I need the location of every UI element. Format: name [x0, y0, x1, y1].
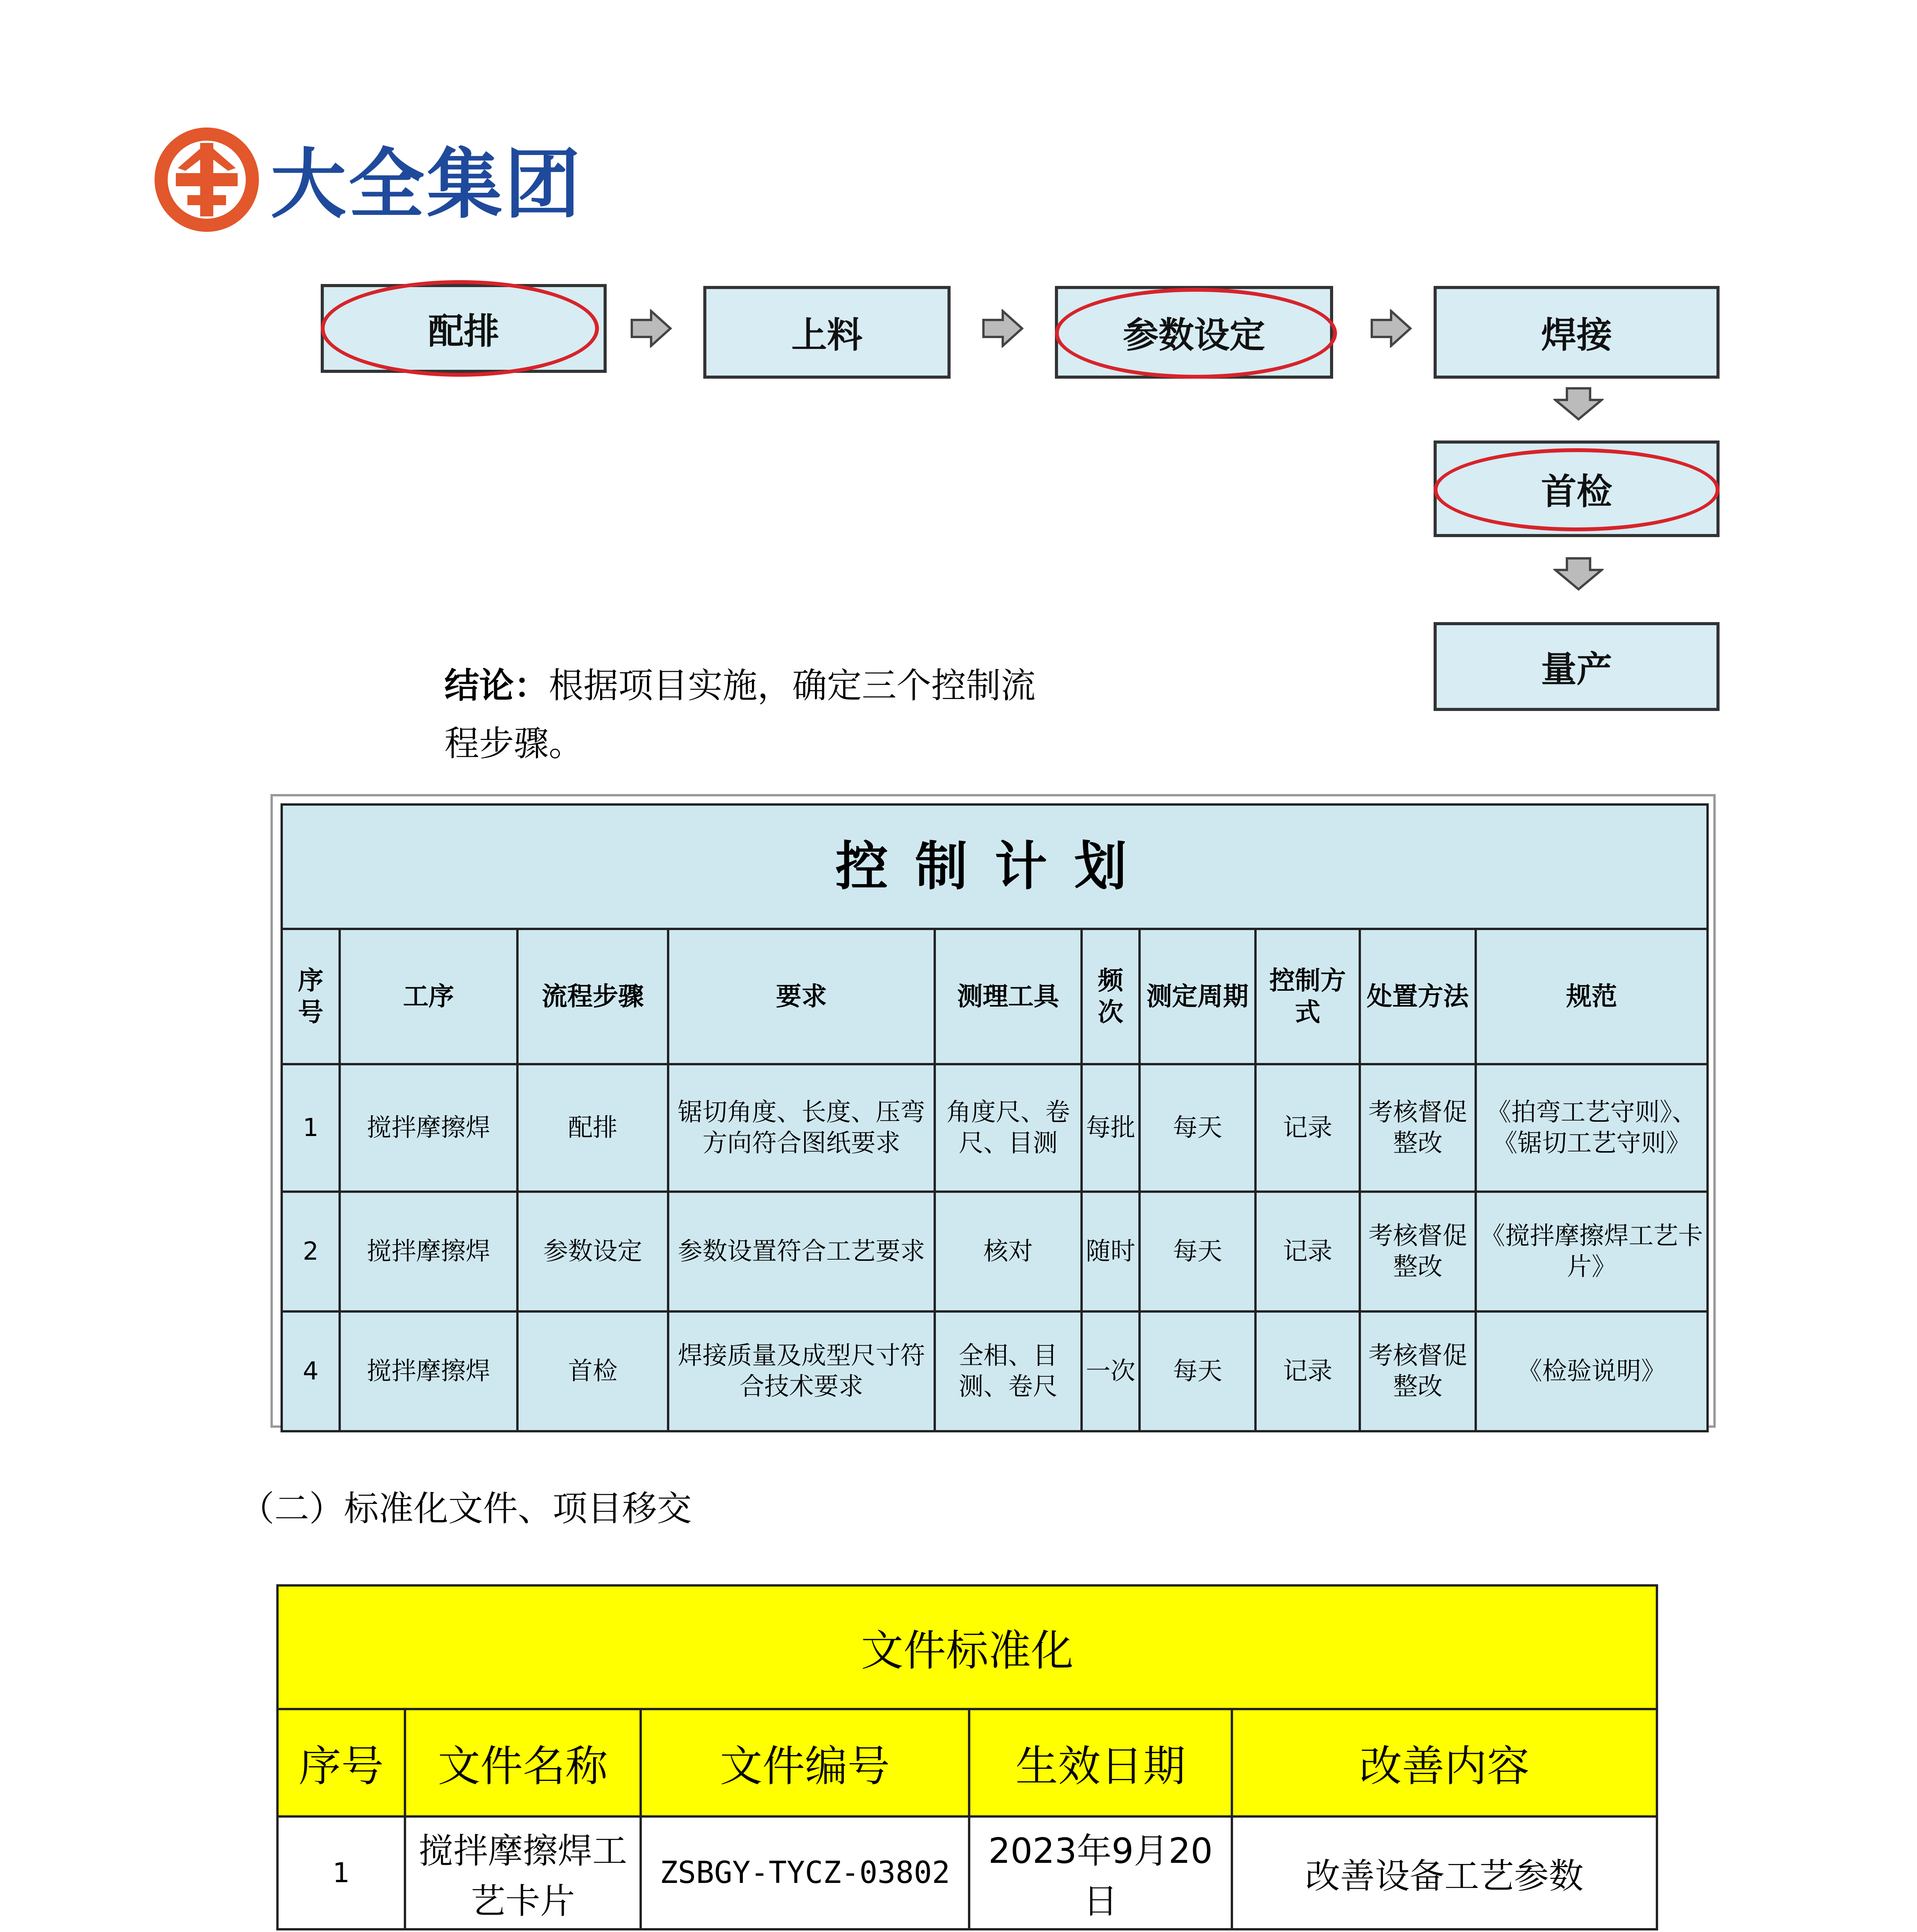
highlight-ellipse	[1055, 288, 1337, 379]
column-header: 流程步骤	[517, 929, 668, 1064]
table-row	[282, 1192, 1708, 1311]
table-row	[282, 1311, 1708, 1431]
right-arrow-icon	[1370, 309, 1412, 348]
column-header: 文件编号	[641, 1709, 969, 1816]
column-header: 规范	[1476, 929, 1708, 1064]
table-cell: 参数设定	[517, 1192, 668, 1311]
column-header: 工序	[340, 929, 517, 1064]
table-cell: 每天	[1140, 1311, 1255, 1431]
flow-step-peipai: 配排	[321, 284, 607, 373]
table-cell: 随时	[1082, 1192, 1140, 1311]
right-arrow-icon	[630, 309, 672, 348]
control-plan-header-row	[282, 929, 1708, 1064]
flow-step-canshu: 参数设定	[1055, 286, 1333, 379]
column-header: 改善内容	[1232, 1709, 1657, 1816]
flow-step-liangchan: 量产	[1434, 622, 1720, 711]
column-header: 测定周期	[1140, 929, 1255, 1064]
table-cell: 搅拌摩擦焊	[340, 1311, 517, 1431]
table-cell: 改善设备工艺参数	[1232, 1816, 1657, 1929]
table-cell: 参数设置符合工艺要求	[668, 1192, 935, 1311]
column-header: 测理工具	[935, 929, 1082, 1064]
table-row	[277, 1816, 1657, 1929]
table-cell: 考核督促整改	[1360, 1311, 1476, 1431]
conclusion-text: 结论：根据项目实施，确定三个控制流 程步骤。	[444, 665, 1036, 764]
down-arrow-icon	[1553, 556, 1604, 591]
table-cell: 锯切角度、长度、压弯方向符合图纸要求	[668, 1064, 935, 1192]
table-row	[282, 1064, 1708, 1192]
table-cell: 4	[282, 1311, 340, 1431]
column-header: 控制方式	[1255, 929, 1360, 1064]
flow-step-hanjie: 焊接	[1434, 286, 1720, 379]
doc-table-header-row	[277, 1709, 1657, 1816]
right-arrow-icon	[981, 309, 1024, 348]
highlight-ellipse	[321, 280, 599, 377]
table-cell: 《检验说明》	[1476, 1311, 1708, 1431]
doc-standard-table	[276, 1584, 1658, 1930]
column-header: 频次	[1082, 929, 1140, 1064]
flow-step-shangliao: 上料	[703, 286, 951, 379]
flow-diagram	[0, 0, 1917, 734]
control-plan-title-row	[282, 804, 1708, 929]
column-header: 生效日期	[969, 1709, 1232, 1816]
table-cell: 1	[282, 1064, 340, 1192]
table-cell: 记录	[1255, 1064, 1360, 1192]
table-cell: 搅拌摩擦焊工艺卡片	[405, 1816, 641, 1929]
column-header: 要求	[668, 929, 935, 1064]
column-header: 文件名称	[405, 1709, 641, 1816]
section-heading: （二）标准化文件、项目移交	[240, 1488, 692, 1529]
logo-text: 大全集团	[270, 141, 583, 229]
control-plan-title: 控制计划	[282, 804, 1708, 929]
table-cell: 《拍弯工艺守则》、《锯切工艺守则》	[1476, 1064, 1708, 1192]
column-header: 处置方法	[1360, 929, 1476, 1064]
down-arrow-icon	[1553, 386, 1604, 421]
table-cell: 2	[282, 1192, 340, 1311]
table-cell: 记录	[1255, 1311, 1360, 1431]
column-header: 序号	[277, 1709, 405, 1816]
table-cell: 全相、目测、卷尺	[935, 1311, 1082, 1431]
table-cell: 一次	[1082, 1311, 1140, 1431]
table-cell: 2023年9月20日	[969, 1816, 1232, 1929]
table-cell: 1	[277, 1816, 405, 1929]
table-cell: 考核督促整改	[1360, 1064, 1476, 1192]
table-cell: ZSBGY-TYCZ-03802	[641, 1816, 969, 1929]
table-cell: 首检	[517, 1311, 668, 1431]
table-cell: 搅拌摩擦焊	[340, 1192, 517, 1311]
table-cell: 配排	[517, 1064, 668, 1192]
table-cell: 考核督促整改	[1360, 1192, 1476, 1311]
control-plan-table	[270, 794, 1716, 1428]
doc-table-title: 文件标准化	[277, 1585, 1657, 1709]
table-cell: 每天	[1140, 1064, 1255, 1192]
table-cell: 记录	[1255, 1192, 1360, 1311]
table-cell: 角度尺、卷尺、目测	[935, 1064, 1082, 1192]
column-header: 序号	[282, 929, 340, 1064]
doc-table-title-row	[277, 1585, 1657, 1709]
table-cell: 每天	[1140, 1192, 1255, 1311]
table-cell: 核对	[935, 1192, 1082, 1311]
table-cell: 焊接质量及成型尺寸符合技术要求	[668, 1311, 935, 1431]
table-cell: 《搅拌摩擦焊工艺卡片》	[1476, 1192, 1708, 1311]
highlight-ellipse	[1434, 448, 1720, 531]
table-cell: 每批	[1082, 1064, 1140, 1192]
table-cell: 搅拌摩擦焊	[340, 1064, 517, 1192]
flow-step-shoujian: 首检	[1434, 440, 1720, 537]
